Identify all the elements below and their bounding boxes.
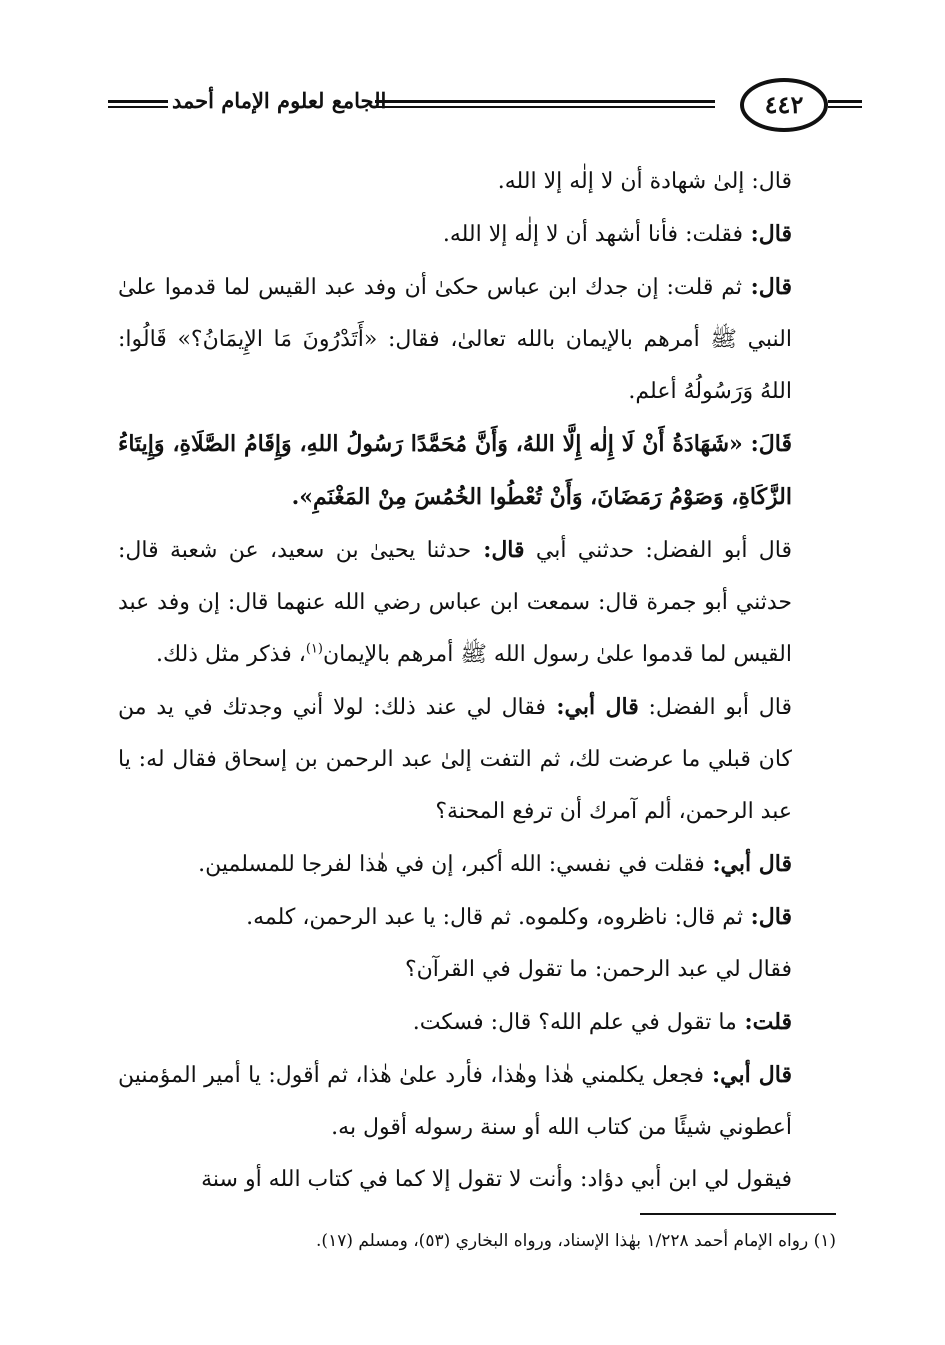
paragraph — [118, 681, 836, 838]
text-segment: فقال لي عبد الرحمن: ما تقول في القرآن؟ — [404, 957, 792, 982]
header-rule-left — [108, 100, 168, 108]
text-segment: فقلت في نفسي: الله أكبر، إن في هٰذا لفرجا للمسلمين. — [198, 852, 705, 877]
text-segment: ثم قلت: إن جدك ابن عباس حكىٰ أن وفد عبد القيس لما قدموا علىٰ النبي ﷺ أمرهم بالإيمان بالله تعالىٰ، فقال: «أَتَدْرُونَ مَا الإِيمَانُ؟» قَالُوا: اللهُ وَرَسُولُهُ أعلم. — [118, 275, 792, 404]
text-segment: قال: — [743, 221, 792, 247]
book-title: الجامع لعلوم الإمام أحمد — [172, 88, 387, 113]
paragraph — [118, 524, 836, 681]
header-rule-middle — [375, 100, 715, 108]
paragraph — [118, 208, 836, 261]
text-segment: قال: — [743, 904, 792, 930]
paragraph — [118, 418, 836, 524]
text-segment: قَالَ: «شَهَادَةُ أَنْ لَا إِلٰه إِلَّا اللهُ، وَأَنَّ مُحَمَّدًا رَسُولُ اللهِ، وَإِقَامُ الصَّلَاةِ، وَإِيتَاءُ الزَّكَاةِ، وَصَوْمُ رَمَضَانَ، وَأَنْ تُعْطُوا الخُمُسَ مِنْ المَغْنَمِ». — [118, 431, 792, 510]
paragraph — [118, 891, 836, 944]
footnote: (١) رواه الإمام أحمد ١/٢٢٨ بهٰذا الإسناد، ورواه البخاري (٥٣)، ومسلم (١٧). — [316, 1231, 836, 1251]
footnote-separator — [640, 1213, 836, 1215]
text-segment: قال أبو الفضل: حدثني أبي — [524, 538, 792, 563]
text-segment: فيقول لي ابن أبي دؤاد: وأنت لا تقول إلا كما في كتاب الله أو سنة — [201, 1167, 792, 1192]
text-segment: حدثنا يحيىٰ بن سعيد، عن شعبة قال: حدثني أبو جمرة قال: سمعت ابن عباس رضي الله عنهما قال: إن وفد عبد القيس لما قدموا علىٰ رسول الله ﷺ أمرهم بالإيمان — [118, 538, 792, 667]
text-segment: ثم قال: ناظروه، وكلموه. ثم قال: يا عبد الرحمن، كلمه. — [246, 905, 744, 930]
text-segment: قال: إلىٰ شهادة أن لا إلٰه إلا الله. — [497, 169, 792, 194]
text-segment: فقلت: فأنا أشهد أن لا إلٰه إلا الله. — [442, 222, 744, 247]
paragraph — [118, 156, 836, 208]
paragraph — [118, 996, 836, 1049]
footnote-marker: (١) — [305, 641, 323, 657]
text-segment: قال أبي: — [545, 694, 639, 720]
text-segment: قال أبي: — [704, 851, 792, 877]
page-number: ٤٤٢ — [740, 78, 828, 132]
text-segment: ما تقول في علم الله؟ قال: فسكت. — [412, 1010, 737, 1035]
text-segment: فجعل يكلمني هٰذا وهٰذا، فأرد علىٰ هٰذا، ثم أقول: يا أمير المؤمنين أعطوني شيئًا من كتاب الله أو سنة رسوله أقول به. — [118, 1063, 792, 1140]
running-header — [100, 78, 860, 138]
paragraph — [118, 261, 836, 418]
text-segment: قال أبو الفضل: — [638, 695, 792, 720]
text-segment: قال: — [742, 274, 793, 300]
text-segment: فقال لي عند ذلك: لولا أني وجدتك في يد من كان قبلي ما عرضت لك، ثم التفت إلىٰ عبد الرحمن بن إسحاق فقال له: يا عبد الرحمن، ألم آمرك أن ترفع المحنة؟ — [118, 695, 792, 824]
body-text — [118, 156, 836, 1206]
paragraph — [118, 944, 836, 996]
paragraph — [118, 1049, 836, 1154]
text-segment: ، فذكر مثل ذلك. — [155, 642, 306, 667]
paragraph — [118, 1154, 836, 1206]
header-rule-right — [828, 100, 862, 108]
text-segment: قلت: — [736, 1009, 792, 1035]
text-segment: قال: — [471, 537, 525, 563]
paragraph — [118, 838, 836, 891]
text-segment: قال أبي: — [703, 1062, 793, 1088]
